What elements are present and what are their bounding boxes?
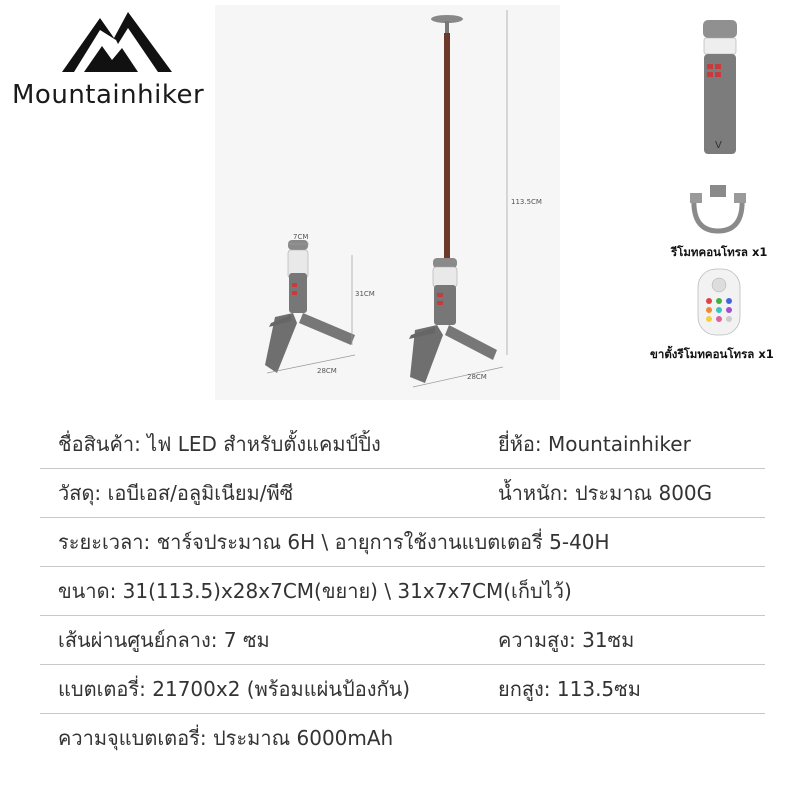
- dim-extended-height: 113.5CM: [511, 198, 542, 206]
- spec-size: ขนาด: 31(113.5)x28x7CM(ขยาย) \ 31x7x7CM(เก็บไว้): [58, 579, 572, 603]
- compact-lamp-image: [265, 240, 355, 373]
- extended-lamp-image: [409, 15, 497, 383]
- lamp-head-image: [695, 18, 745, 162]
- spec-product-name: ชื่อสินค้า: ไฟ LED สำหรับตั้งแคมป์ปิ้ง: [58, 432, 381, 456]
- spec-row: [40, 420, 765, 469]
- remote-control-label: ขาตั้งรีโมทคอนโทรล x1: [650, 347, 774, 361]
- brand-logo: [10, 6, 220, 116]
- remote-control-image: [696, 267, 742, 341]
- svg-text:V: V: [715, 140, 722, 151]
- spec-height: ความสูง: 31ซม: [498, 628, 635, 652]
- spec-row: [40, 567, 765, 616]
- spec-diameter: เส้นผ่านศูนย์กลาง: 7 ซม: [58, 628, 270, 652]
- spec-brand: ยี่ห้อ: Mountainhiker: [498, 432, 691, 456]
- spec-weight: น้ำหนัก: ประมาณ 800G: [498, 481, 713, 505]
- spec-battery: แบตเตอรี่: 21700x2 (พร้อมแผ่นป้องกัน): [58, 677, 411, 701]
- mountain-logo-icon: [62, 10, 172, 72]
- spec-table: [40, 420, 765, 762]
- remote-holder-image: [688, 183, 748, 239]
- spec-row: [40, 665, 765, 714]
- brand-name: Mountainhiker: [12, 80, 205, 110]
- dim-extended-base: 28CM: [467, 373, 487, 381]
- spec-row: [40, 469, 765, 518]
- dimension-lines: [267, 10, 507, 387]
- spec-duration: ระยะเวลา: ชาร์จประมาณ 6H \ อายุการใช้งานแบตเตอรี่ 5-40H: [58, 530, 610, 554]
- spec-row: [40, 616, 765, 665]
- dim-compact-base: 28CM: [317, 367, 337, 375]
- spec-material: วัสดุ: เอบีเอส/อลูมิเนียม/พีซี: [58, 481, 294, 505]
- spec-row: [40, 714, 765, 762]
- remote-holder-label: รีโมทคอนโทรล x1: [671, 245, 768, 259]
- spec-battery-capacity: ความจุแบตเตอรี่: ประมาณ 6000mAh: [58, 726, 394, 750]
- dim-diameter: 7CM: [293, 233, 309, 241]
- dim-compact-height: 31CM: [355, 290, 375, 298]
- spec-lift-height: ยกสูง: 113.5ซม: [498, 677, 641, 701]
- product-diagram: [215, 5, 560, 400]
- spec-row: [40, 518, 765, 567]
